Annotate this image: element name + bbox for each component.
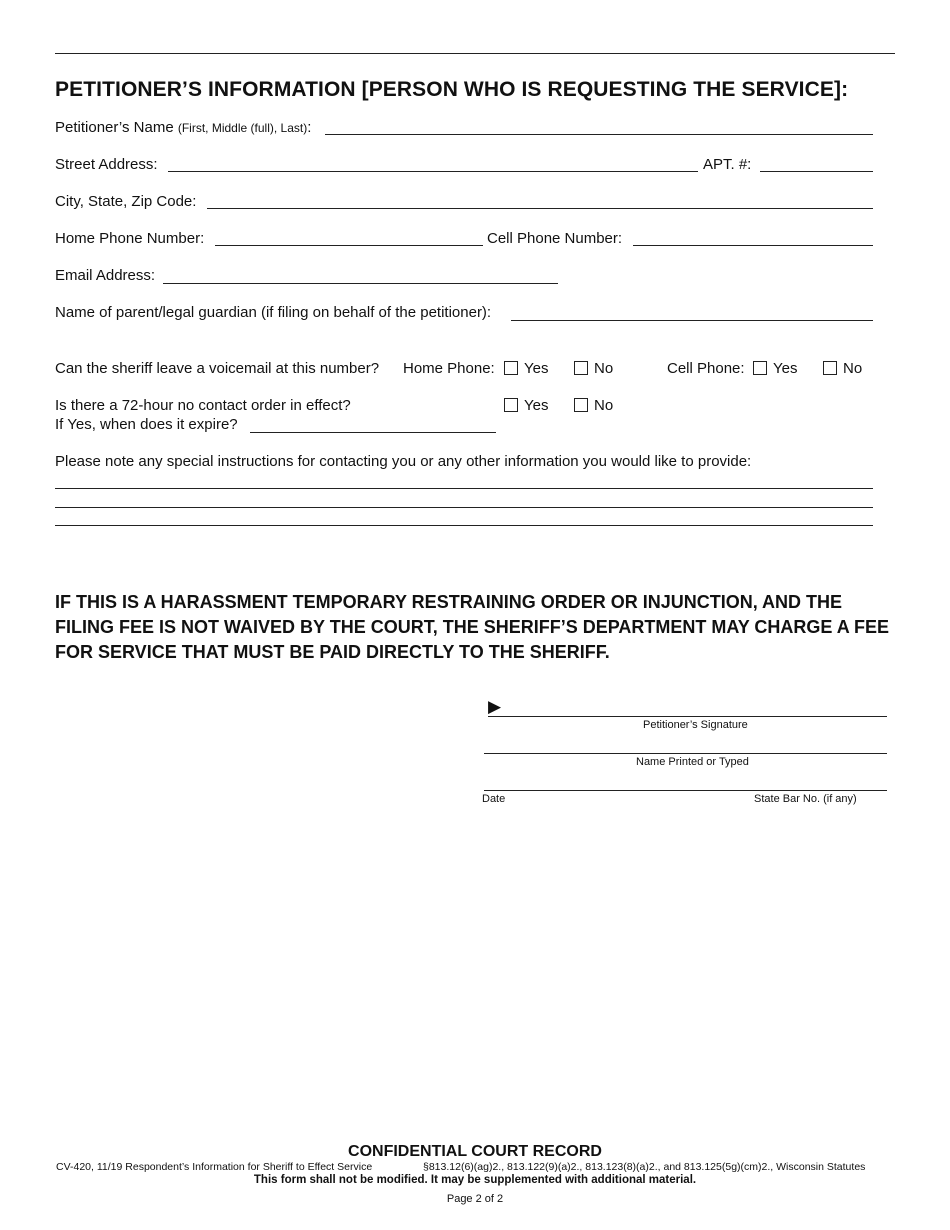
city-state-zip-field[interactable] [207, 208, 873, 209]
signature-caption: Petitioner’s Signature [643, 719, 748, 731]
guardian-field[interactable] [511, 320, 873, 321]
email-field[interactable] [163, 283, 558, 284]
instructions-line-1[interactable] [55, 488, 873, 489]
fee-warning: IF THIS IS A HARASSMENT TEMPORARY RESTRAINING ORDER OR INJUNCTION, AND THE FILING FEE IS NOT WAIVED BY THE COURT, THE SHERIFF’S DEPARTMENT MAY CHARGE A FEE FOR SERVICE THAT MUST BE PAID DIRECTLY TO THE SHERIFF. [55, 592, 890, 662]
cell-phone-field[interactable] [633, 245, 873, 246]
voicemail-cell-phone-label: Cell Phone: [667, 360, 745, 377]
checkbox-label: No [843, 360, 863, 377]
checkbox-box[interactable] [753, 361, 767, 375]
voicemail-home-yes-checkbox[interactable] [504, 360, 548, 377]
no-contact-no-checkbox[interactable] [574, 397, 613, 414]
petitioner-name-colon: : [307, 119, 312, 136]
checkbox-box[interactable] [574, 361, 588, 375]
guardian-label: Name of parent/legal guardian (if filing on behalf of the petitioner): [55, 304, 492, 321]
checkbox-label: Yes [524, 360, 549, 377]
no-contact-question: Is there a 72-hour no contact order in effect? [55, 397, 351, 414]
street-address-label: Street Address: [55, 156, 158, 173]
petitioner-name-label-text: Petitioner’s Name [55, 119, 174, 136]
modification-notice: This form shall not be modified. It may be supplemented with additional material. [253, 1174, 697, 1186]
apt-label: APT. #: [703, 156, 752, 173]
checkbox-label: Yes [524, 397, 549, 414]
no-contact-yes-checkbox[interactable] [504, 397, 548, 414]
home-phone-label: Home Phone Number: [55, 230, 205, 247]
confidential-record: CONFIDENTIAL COURT RECORD [348, 1143, 602, 1160]
instructions-label: Please note any special instructions for contacting you or any other information you would like to provide: [55, 453, 752, 470]
page-number: Page 2 of 2 [446, 1193, 504, 1205]
signature-field[interactable] [488, 716, 887, 717]
statutes: §813.12(6)(ag)2., 813.122(9)(a)2., 813.123(8)(a)2., and 813.125(5g)(cm)2., Wisconsin Statutes [423, 1161, 866, 1173]
voicemail-cell-no-checkbox[interactable] [823, 360, 862, 377]
expire-field[interactable] [250, 432, 496, 433]
date-caption: Date [482, 793, 506, 805]
date-bar-field[interactable] [484, 790, 887, 791]
checkbox-label: No [594, 360, 614, 377]
voicemail-cell-yes-checkbox[interactable] [753, 360, 797, 377]
apt-field[interactable] [760, 171, 873, 172]
checkbox-box[interactable] [504, 361, 518, 375]
voicemail-home-no-checkbox[interactable] [574, 360, 613, 377]
city-state-zip-label: City, State, Zip Code: [55, 193, 197, 210]
petitioner-name-field[interactable] [325, 134, 873, 135]
checkbox-box[interactable] [823, 361, 837, 375]
checkbox-box[interactable] [574, 398, 588, 412]
checkbox-box[interactable] [504, 398, 518, 412]
cell-phone-label: Cell Phone Number: [487, 230, 623, 247]
top-rule [55, 53, 895, 54]
checkbox-label: Yes [773, 360, 798, 377]
petitioner-name-label [55, 119, 311, 136]
instructions-line-3[interactable] [55, 525, 873, 526]
name-printed-field[interactable] [484, 753, 887, 754]
instructions-line-2[interactable] [55, 507, 873, 508]
signature-arrow: ▶ [488, 697, 502, 716]
petitioner-name-hint: (First, Middle (full), Last) [177, 121, 308, 135]
form-id: CV-420, 11/19 Respondent’s Information for Sheriff to Effect Service [56, 1161, 373, 1173]
voicemail-question: Can the sheriff leave a voicemail at this number? [55, 360, 380, 377]
checkbox-label: No [594, 397, 614, 414]
expire-label: If Yes, when does it expire? [55, 416, 238, 433]
street-address-field[interactable] [168, 171, 698, 172]
name-printed-caption: Name Printed or Typed [636, 756, 749, 768]
home-phone-field[interactable] [215, 245, 483, 246]
voicemail-home-phone-label: Home Phone: [403, 360, 495, 377]
section-title: PETITIONER’S INFORMATION [PERSON WHO IS REQUESTING THE SERVICE]: [55, 78, 849, 101]
email-label: Email Address: [55, 267, 156, 284]
state-bar-caption: State Bar No. (if any) [754, 793, 857, 805]
